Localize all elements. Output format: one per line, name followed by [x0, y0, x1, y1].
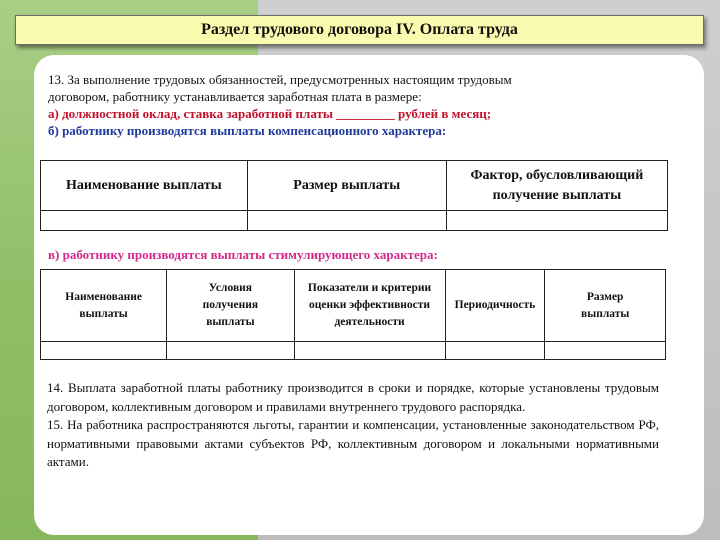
- incentive-header-frequency: Периодичность: [445, 270, 545, 342]
- item-v-incentive: в) работнику производятся выплаты стимулирующего характера:: [48, 247, 438, 262]
- incentive-cell-criteria[interactable]: [294, 342, 445, 360]
- compensation-table-header-row: [41, 161, 668, 211]
- item-a-salary: а) должностной оклад, ставка заработной платы _________ рублей в месяц;: [48, 106, 492, 121]
- section-13-line-1: 13. За выполнение трудовых обязанностей, предусмотренных настоящим трудовым: [48, 72, 512, 87]
- compensation-header-name: Наименование выплаты: [41, 161, 248, 211]
- incentive-header-criteria: Показатели и критерии оценки эффективности деятельности: [294, 270, 445, 342]
- compensation-cell-name[interactable]: [41, 211, 248, 231]
- compensation-table-empty-row: [41, 211, 668, 231]
- incentive-cell-conditions[interactable]: [167, 342, 294, 360]
- incentive-table: [40, 269, 666, 360]
- section-14: 14. Выплата заработной платы работнику производится в сроки и порядке, которые установлены трудовым договором, коллективным договором и правилами внутреннего трудового распорядка.: [47, 380, 659, 414]
- incentive-table-empty-row: [41, 342, 666, 360]
- incentive-cell-amount[interactable]: [545, 342, 666, 360]
- compensation-cell-factor[interactable]: [446, 211, 667, 231]
- compensation-header-amount: Размер выплаты: [247, 161, 446, 211]
- section-13-line-2: договором, работнику устанавливается заработная плата в размере:: [48, 89, 422, 104]
- compensation-header-factor: Фактор, обусловливающий получение выплаты: [446, 161, 667, 211]
- incentive-cell-name[interactable]: [41, 342, 167, 360]
- compensation-table: [40, 160, 668, 231]
- incentive-header-conditions: Условия получения выплаты: [167, 270, 294, 342]
- slide-title-text: Раздел трудового договора IV. Оплата труда: [201, 21, 518, 38]
- item-b-compensation: б) работнику производятся выплаты компенсационного характера:: [48, 123, 447, 138]
- incentive-table-header-row: [41, 270, 666, 342]
- incentive-cell-frequency[interactable]: [445, 342, 545, 360]
- sections-14-15: [47, 379, 659, 472]
- incentive-header-name: Наименование выплаты: [41, 270, 167, 342]
- incentive-header-amount: Размер выплаты: [545, 270, 666, 342]
- compensation-cell-amount[interactable]: [247, 211, 446, 231]
- slide-title: [15, 15, 704, 45]
- section-15: 15. На работника распространяются льготы, гарантии и компенсации, установленные законодательством РФ, нормативными правовыми актами субъектов РФ, коллективным договором и локальными нормативными актами.: [47, 417, 659, 470]
- section-13: [48, 71, 688, 139]
